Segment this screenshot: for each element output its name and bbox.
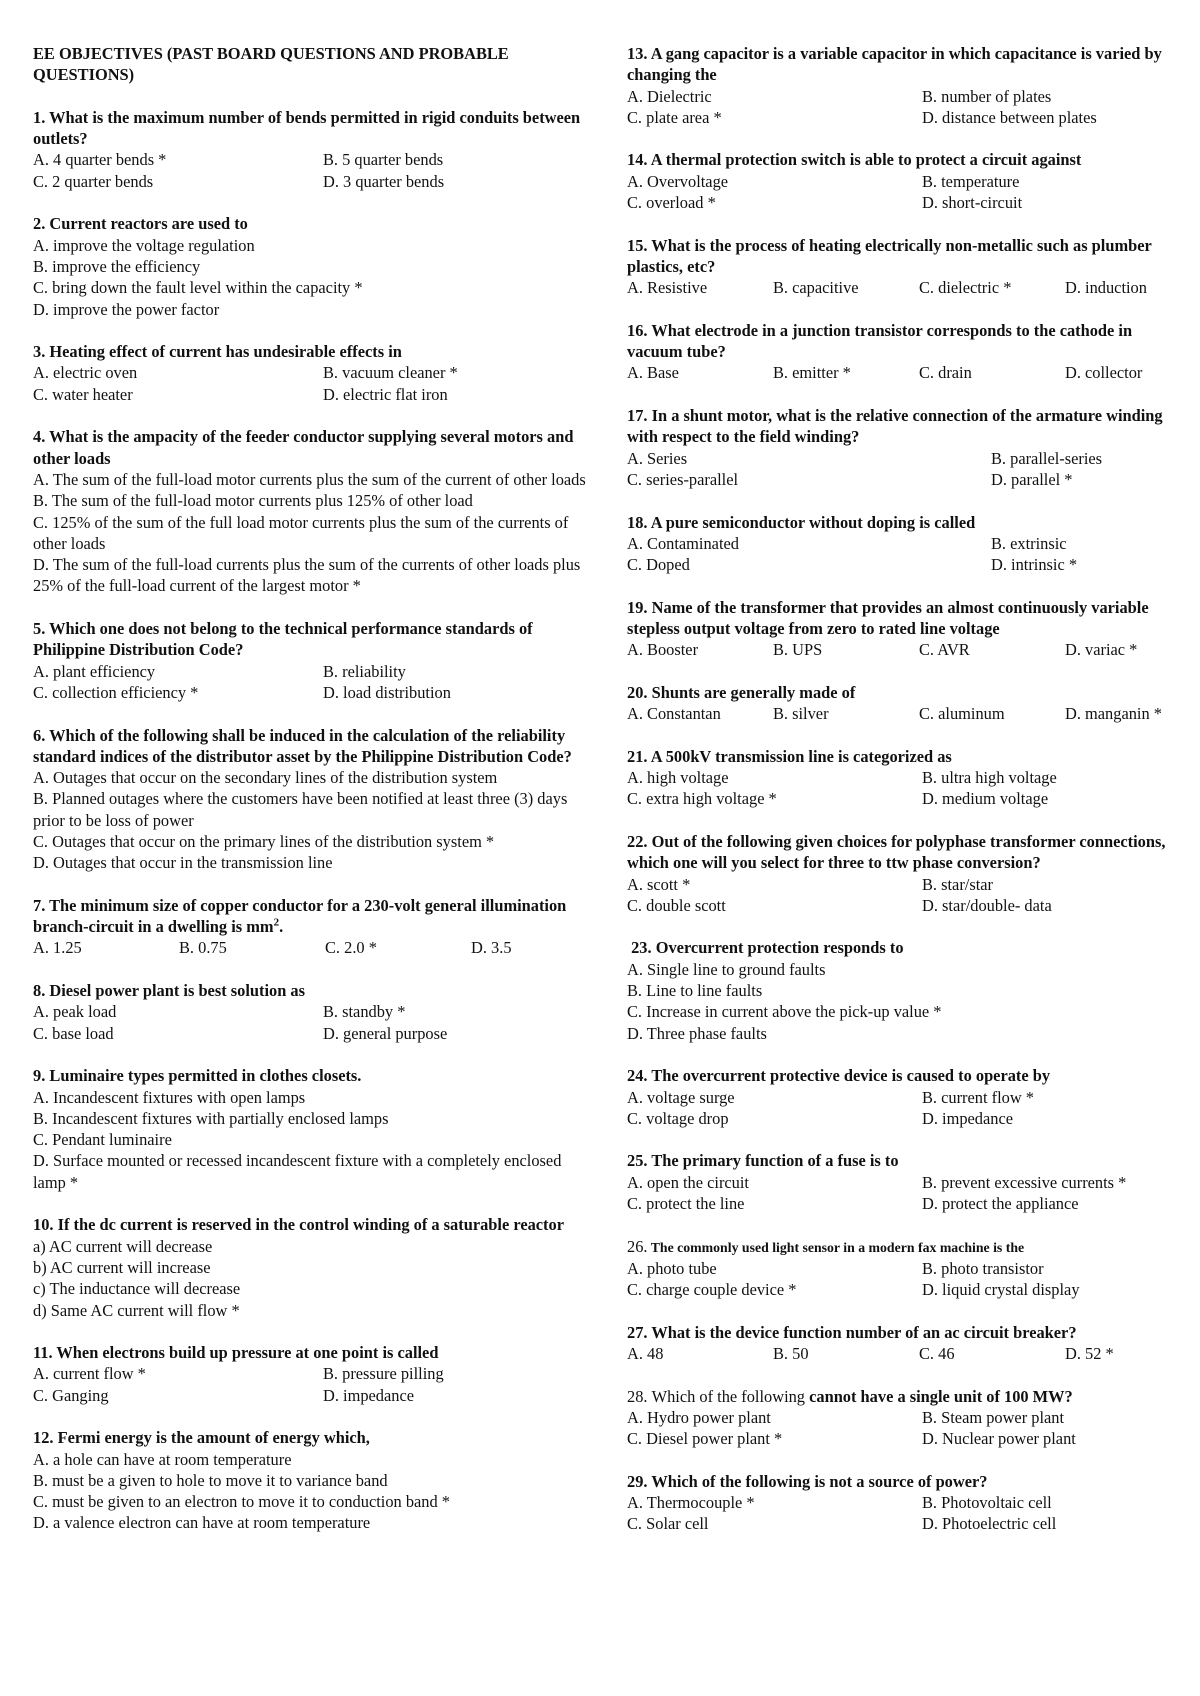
option-d: D. Surface mounted or recessed incandescent fixture with a completely enclosed lamp * [33,1151,562,1192]
option-a: A. a hole can have at room temperature [33,1449,292,1469]
option-c: C. AVR [919,640,970,660]
options [33,362,593,405]
question-number: 27. [627,1322,648,1342]
option-a: A. plant efficiency [33,661,156,681]
options [627,1258,1182,1301]
question-23 [627,937,1182,1043]
option-b: B. silver [773,704,829,724]
question-number: 15. [627,235,648,255]
question-12 [33,1427,593,1533]
option-b: B. 50 [773,1344,809,1364]
question-number: 3. [33,342,46,362]
options [33,1087,593,1193]
option-d: D. manganin * [1065,704,1162,724]
question-17 [627,405,1182,490]
options [627,86,1182,129]
options [627,171,1182,214]
option-d: D. load distribution [323,682,451,702]
option-a: A. Hydro power plant [627,1408,771,1427]
option-a: A. 48 [627,1344,664,1364]
question-10 [33,1214,593,1320]
option-d: D. a valence electron can have at room temperature [33,1513,371,1533]
option-a: A. Booster [627,640,699,660]
question-text: A gang capacitor is a variable capacitor in which capacitance is varied by changing the [627,44,1162,85]
options [33,1363,593,1406]
question-number: 7. [33,895,46,915]
option-d: D. impedance [323,1385,415,1405]
question-5 [33,618,593,703]
option-b: B. number of plates [922,86,1052,106]
options [627,1172,1182,1215]
option-b: b) AC current will increase [33,1257,211,1277]
document-title: EE OBJECTIVES (PAST BOARD QUESTIONS AND PROBABLE QUESTIONS) [33,44,509,85]
question-number: 6. [33,725,46,745]
option-d: D. induction [1065,278,1147,298]
options [627,277,1182,298]
question-14 [627,149,1182,213]
question-text: The overcurrent protective device is caused to operate by [651,1066,1051,1086]
option-d: D. Nuclear power plant [922,1429,1076,1449]
option-a: A. Base [627,363,679,383]
question-text: What is the maximum number of bends permitted in rigid conduits between outlets? [33,107,581,149]
options [627,362,1182,383]
question-text: Shunts are generally made of [651,682,856,702]
option-b: B. capacitive [773,278,859,298]
option-d: d) Same AC current will flow * [33,1300,240,1320]
question-text: The commonly used light sensor in a modern fax machine is the [650,1239,1025,1255]
option-b: B. parallel-series [991,448,1103,468]
option-b: B. Incandescent fixtures with partially enclosed lamps [33,1108,389,1128]
option-c: C. must be given to an electron to move it to conduction band * [33,1492,450,1512]
question-text: Heating effect of current has undesirable effects in [49,342,402,362]
question-text: What is the device function number of an ac circuit breaker? [651,1322,1077,1342]
option-b: B. photo transistor [922,1258,1044,1278]
question-text: What electrode in a junction transistor corresponds to the cathode in vacuum tube? [627,320,1133,362]
question-number: 18. [627,512,648,532]
question-25 [627,1150,1182,1214]
option-c: c) The inductance will decrease [33,1279,241,1299]
option-b: B. pressure pilling [323,1364,444,1384]
options [33,469,593,597]
option-a: A. Contaminated [627,533,739,553]
question-number: 17. [627,406,648,426]
option-c: C. Solar cell [627,1514,709,1534]
question-text: What is the process of heating electrically non-metallic such as plumber plastics, etc? [627,235,1152,276]
option-a: A. 4 quarter bends * [33,150,167,170]
question-number: 1. [33,107,46,127]
option-c: C. extra high voltage * [627,789,777,809]
option-a: A. Outages that occur on the secondary lines of the distribution system [33,768,498,788]
options [33,767,593,873]
question-text: cannot have a single unit of 100 MW? [809,1386,1073,1406]
question-number: 14. [627,150,648,170]
question-number: 12. [33,1428,54,1448]
option-a: A. high voltage [627,768,729,788]
question-text: Current reactors are used to [45,214,248,234]
option-c: C. Doped [627,555,690,575]
question-number: 5. [33,619,46,639]
question-text: Which of the following is not a source of power? [651,1471,988,1491]
option-c: C. series-parallel [627,469,739,489]
option-b: B. temperature [922,171,1020,191]
option-c: C. voltage drop [627,1108,729,1128]
option-b: B. extrinsic [991,533,1067,553]
question-number: 21. [627,746,648,766]
question-29 [627,1471,1182,1535]
option-a: A. Series [627,448,688,468]
question-number: 2. [33,214,46,234]
options [627,1087,1182,1130]
option-b: B. must be a given to hole to move it to variance band [33,1470,388,1490]
option-a: A. improve the voltage regulation [33,235,255,255]
question-text-end: . [279,917,284,937]
option-d: D. protect the appliance [922,1194,1079,1214]
options [627,448,1182,491]
question-text: If the dc current is reserved in the control winding of a saturable reactor [57,1215,564,1235]
option-d: D. medium voltage [922,789,1049,809]
option-b: B. current flow * [922,1087,1034,1107]
option-c: C. bring down the fault level within the capacity * [33,278,363,298]
option-c: C. double scott [627,895,726,915]
option-a: A. 1.25 [33,938,82,958]
option-b: B. Line to line faults [627,981,763,1001]
option-d: D. 3.5 [471,938,512,958]
option-d: D. collector [1065,363,1143,383]
options [33,1449,593,1534]
option-d: D. improve the power factor [33,299,220,319]
option-c: C. drain [919,363,972,383]
question-text: A pure semiconductor without doping is called [650,512,976,532]
option-a: A. The sum of the full-load motor currents plus the sum of the current of other loads [33,469,586,489]
option-a: A. electric oven [33,363,138,383]
option-a: A. Single line to ground faults [627,959,826,979]
options [33,661,593,704]
question-4 [33,426,593,596]
question-18 [627,512,1182,576]
question-number: 22. [627,831,648,851]
question-number: 29. [627,1471,648,1491]
question-21 [627,746,1182,810]
question-number: 23. [631,938,652,958]
question-number: 26. [627,1236,648,1256]
question-6 [33,725,593,874]
option-c: C. collection efficiency * [33,682,199,702]
question-22 [627,831,1182,916]
option-c: C. base load [33,1023,114,1043]
option-b: B. reliability [323,661,406,681]
question-text: Which of the following shall be induced in the calculation of the reliability standard indices of the distributor asset by the Philippine Distribution Code? [33,725,572,766]
option-d: D. 3 quarter bends [323,171,445,191]
left-column [33,43,593,1555]
options [627,533,1182,576]
option-d: D. liquid crystal display [922,1280,1080,1300]
options [33,149,593,192]
option-c: C. charge couple device * [627,1280,797,1300]
option-b: B. ultra high voltage [922,768,1057,788]
option-d: D. star/double- data [922,895,1052,915]
question-number: 28. [627,1386,648,1406]
question-13 [627,43,1182,128]
question-text: Name of the transformer that provides an almost continuously variable stepless output voltage from zero to rated line voltage [627,597,1149,639]
option-c: C. Outages that occur on the primary lines of the distribution system * [33,831,495,851]
option-d: D. parallel * [991,469,1073,489]
option-a: A. Dielectric [627,86,712,106]
options [627,1407,1182,1450]
option-a: A. voltage surge [627,1087,735,1107]
option-c: C. plate area * [627,107,722,127]
question-text-prefix: Which of the following [651,1386,810,1406]
options [627,767,1182,810]
options [627,874,1182,917]
option-a: A. open the circuit [627,1172,749,1192]
option-a: a) AC current will decrease [33,1236,213,1256]
question-number: 24. [627,1066,648,1086]
question-number: 19. [627,597,648,617]
question-11 [33,1342,593,1406]
question-text: In a shunt motor, what is the relative connection of the armature winding with respect to the field winding? [627,406,1163,447]
option-b: B. The sum of the full-load motor currents plus 125% of other load [33,491,473,511]
option-c: C. protect the line [627,1194,745,1214]
question-number: 25. [627,1151,648,1171]
option-c: C. 125% of the sum of the full load motor currents plus the sum of the currents of other loads [33,512,569,553]
option-d: D. distance between plates [922,107,1097,127]
options [627,1492,1182,1535]
question-number: 13. [627,44,648,63]
question-text: Out of the following given choices for polyphase transformer connections, which one will you select for three to ttw phase conversion? [627,831,1166,873]
question-8 [33,980,593,1044]
options [33,937,593,958]
question-text: Fermi energy is the amount of energy which, [57,1428,370,1448]
question-20 [627,682,1182,725]
question-9 [33,1065,593,1193]
question-number: 16. [627,320,648,340]
question-text: When electrons build up pressure at one point is called [56,1343,439,1363]
option-b: B. standby * [323,1002,406,1022]
option-c: C. 2.0 * [325,938,377,958]
option-b: B. UPS [773,640,823,660]
question-text: Overcurrent protection responds to [655,938,904,958]
option-b: B. star/star [922,874,994,894]
option-c: C. Increase in current above the pick-up value * [627,1002,942,1022]
options [33,1001,593,1044]
option-d: D. variac * [1065,640,1138,660]
question-27 [627,1322,1182,1365]
question-24 [627,1065,1182,1129]
option-b: B. improve the efficiency [33,256,201,276]
option-a: A. Resistive [627,278,708,298]
question-text: What is the ampacity of the feeder conductor supplying several motors and other loads [33,427,574,468]
option-d: D. 52 * [1065,1344,1114,1364]
question-number: 4. [33,427,46,447]
option-c: C. Ganging [33,1385,109,1405]
option-c: C. Pendant luminaire [33,1130,172,1150]
question-text: The primary function of a fuse is to [651,1151,899,1171]
question-19 [627,597,1182,661]
option-a: A. photo tube [627,1258,717,1278]
question-number: 10. [33,1215,54,1235]
option-d: D. intrinsic * [991,555,1078,575]
options [627,639,1182,660]
question-text: The minimum size of copper conductor for a 230-volt general illumination branch-circuit in a dwelling is mm [33,895,567,937]
right-column [627,43,1182,1556]
option-d: D. electric flat iron [323,384,448,404]
option-a: A. Constantan [627,704,721,724]
question-number: 20. [627,682,648,702]
question-3 [33,341,593,405]
option-b: B. vacuum cleaner * [323,363,458,383]
option-d: D. The sum of the full-load currents plus the sum of the currents of other loads plus 25% of the full-load current of the largest motor * [33,555,581,596]
option-b: B. prevent excessive currents * [922,1172,1127,1192]
option-c: C. overload * [627,193,716,213]
option-d: D. Outages that occur in the transmission line [33,853,333,873]
option-d: D. short-circuit [922,193,1023,213]
question-15 [627,235,1182,299]
option-a: A. current flow * [33,1364,146,1384]
question-1 [33,107,593,192]
question-number: 11. [33,1343,53,1363]
option-c: C. Diesel power plant * [627,1429,783,1449]
question-text: A 500kV transmission line is categorized as [650,746,952,766]
option-c: C. 46 [919,1344,955,1364]
question-16 [627,320,1182,384]
option-b: B. Planned outages where the customers have been notified at least three (3) days prior to be loss of power [33,789,568,830]
question-text: Which one does not belong to the technical performance standards of Philippine Distribution Code? [33,619,533,660]
option-a: A. Thermocouple * [627,1493,755,1513]
options [627,703,1182,724]
question-number: 8. [33,981,46,1001]
options [627,959,1182,1044]
question-text: Luminaire types permitted in clothes closets. [49,1066,362,1086]
question-2 [33,213,593,319]
question-text: Diesel power plant is best solution as [49,981,306,1001]
question-number: 9. [33,1066,46,1086]
option-b: B. Photovoltaic cell [922,1493,1052,1513]
question-26 [627,1236,1182,1301]
question-text: A thermal protection switch is able to protect a circuit against [650,150,1082,170]
question-7 [33,895,593,959]
option-a: A. Incandescent fixtures with open lamps [33,1087,306,1107]
options [33,235,593,320]
option-a: A. scott * [627,874,691,894]
option-b: B. Steam power plant [922,1408,1065,1427]
superscript: 2 [273,916,280,929]
option-c: C. 2 quarter bends [33,171,154,191]
option-d: D. general purpose [323,1023,448,1043]
option-c: C. dielectric * [919,278,1012,298]
options [33,1236,593,1321]
option-a: A. peak load [33,1002,117,1022]
option-c: C. aluminum [919,704,1005,724]
option-d: D. Three phase faults [627,1023,767,1043]
option-b: B. 5 quarter bends [323,150,444,170]
option-d: D. impedance [922,1108,1014,1128]
option-b: B. emitter * [773,363,851,383]
options [627,1343,1182,1364]
option-c: C. water heater [33,384,133,404]
option-b: B. 0.75 [179,938,227,958]
option-d: D. Photoelectric cell [922,1514,1057,1534]
option-a: A. Overvoltage [627,171,729,191]
question-28 [627,1386,1182,1450]
